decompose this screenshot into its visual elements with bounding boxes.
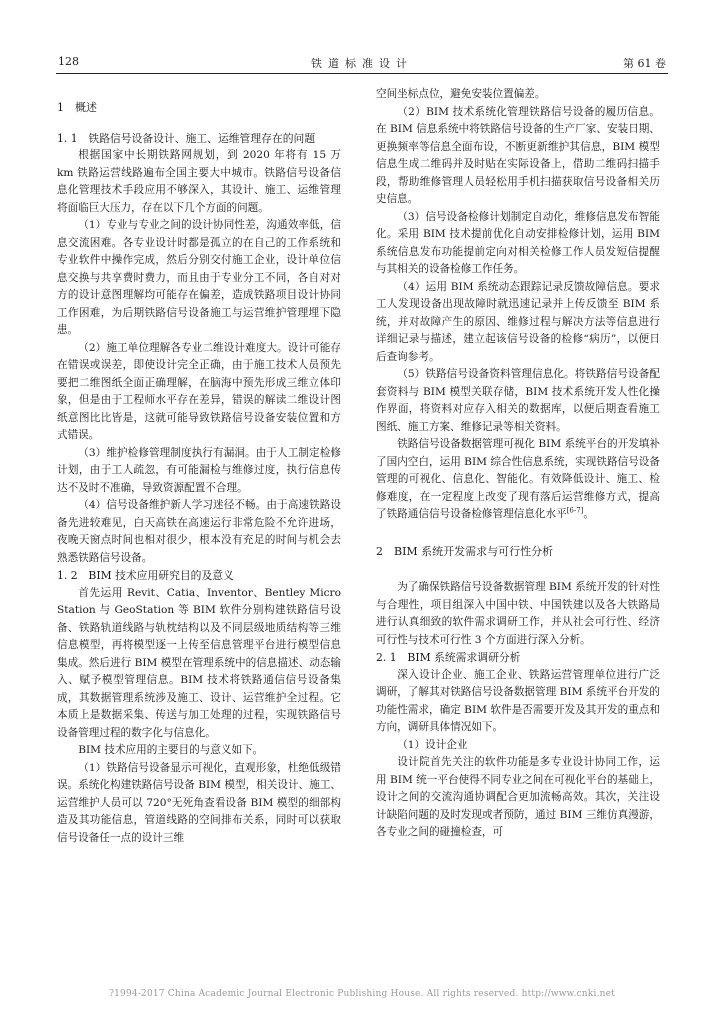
subsection-heading-1-1: 1. 1 铁路信号设备设计、施工、运维管理存在的问题 bbox=[57, 131, 316, 145]
paragraph: 首先运用 Revit、Catia、Inventor、Bentley Micro Station 与 GeoStation 等 BIM 软件分别构建铁路信号设备、铁路轨道线路与轨枕结构以及不同层级地质结构等三维信息模型，再将模型逐一上传至信息管理平台进行模型信息集成。然后进行 BIM 模型在管理系统中的信息描述、动态输入、赋予模型管理信息。BIM 技术将铁路通信信号设备集成，其数据管理系统涉及施工、设计、运营维护全过程。它本质上是数据采集、传送与加工处理的过程，实现铁路信号设备管理过程的数字化与信息化。 bbox=[57, 586, 341, 739]
paragraph: （4）信号设备维护新人学习迷径不畅。由于高速铁路设备先进较难见，白天高铁在高速运行非常危险不允许进场，夜晚天窗点时间也相对很少，根本没有充足的时间与机会去熟悉铁路信号设备。 bbox=[57, 499, 341, 564]
paragraph: 根据国家中长期铁路网规划，到 2020 年将有 15 万 km 铁路运营线路遍布全国主要大中城市。铁路信号设备信息化管理技术手段应用不够深入，其设计、施工、运维管理将面临巨大压力，存在以下几个方面的问题。 bbox=[57, 149, 341, 214]
paragraph: 深入设计企业、施工企业、铁路运营管理单位进行广泛调研，了解其对铁路信号设备数据管理 BIM 系统平台开发的功能性需求，确定 BIM 软件是否需要开发及其开发的重点和方向，调研具体情况如下。 bbox=[376, 668, 660, 733]
page-number: 128 bbox=[58, 55, 79, 68]
section-heading-2: 2 BIM 系统开发需求与可行性分析 bbox=[376, 544, 554, 558]
section-heading-1: 1 概述 bbox=[57, 101, 97, 114]
paragraph: （4）运用 BIM 系统动态跟踪记录反馈故障信息。要求工人发现设备出现故障时就迅速记录并上传反馈至 BIM 系统，并对故障产生的原因、维修过程与解决方法等信息进行详细记录与描述，建立起该信号设备的检修“病历”，以便日后查询参考。 bbox=[376, 280, 660, 363]
copyright-footer: ?1994-2017 China Academic Journal Electronic Publishing House. All rights reserved. http://www.cnki.net bbox=[109, 989, 615, 999]
paragraph: （2）BIM 技术系统化管理铁路信号设备的履历信息。在 BIM 信息系统中将铁路信号设备的生产厂家、安装日期、更换频率等信息全面布设，不断更新维护其信息，BIM 模型信息生成二维码并及时贴在实际设备上，借助二维码扫描手段，帮助维修管理人员轻松用手机扫描获取信号设备相关历史信息。 bbox=[376, 105, 660, 205]
subsection-heading-2-1: 2. 1 BIM 系统需求调研分析 bbox=[376, 651, 521, 664]
paragraph: （3）信号设备检修计划制定自动化，维修信息发布智能化。采用 BIM 技术提前优化自动安排检修计划，运用 BIM 系统信息发布功能提前定向对相关检修工作人员发短信提醒与其相关的设备检修工作任务。 bbox=[376, 210, 660, 275]
paragraph: （2）施工单位理解各专业二维设计难度大。设计可能存在错误或误差，即使设计完全正确，由于施工技术人员预先要把二维图纸全面正确理解，在脑海中预先形成三维立体印象，但是由于工程师水平存在差异，错误的解读二维设计图纸意图比比皆是，这就可能导致铁路信号设备安装位置和方式错误。 bbox=[57, 341, 341, 441]
citation-reference: [6-7] bbox=[566, 506, 584, 515]
paragraph: 设计院首先关注的软件功能是多专业设计协同工作，运用 BIM 统一平台使得不同专业之间在可视化平台的基础上，设计之间的交流沟通协调配合更加流畅高效。其次，关注设计缺陷问题的及时发现或者预防，通过 BIM 三维仿真漫游，各专业之间的碰撞检查，可 bbox=[376, 756, 660, 838]
paragraph: BIM 技术应用的主要目的与意义如下。 bbox=[78, 744, 264, 756]
volume-label: 第 61 卷 bbox=[623, 57, 666, 70]
paragraph: （1）专业与专业之间的设计协同性差，沟通效率低，信息交流困难。各专业设计时都是孤立的在自己的工作系统和专业软件中操作完成，然后分别交付施工企业，设计单位信息交换与共享费时费力，而且由于专业分工不同，各自对对方的设计意图理解均可能存在偏差，造成铁路项目设计协同工作困难，为后期铁路信号设备施工与运营维护管理埋下隐患。 bbox=[57, 219, 341, 336]
paragraph bbox=[376, 436, 660, 524]
left-column bbox=[57, 86, 341, 847]
right-column bbox=[376, 86, 660, 842]
paragraph: （5）铁路信号设备资料管理信息化。将铁路信号设备配套资料与 BIM 模型关联存储，BIM 技术系统开发人性化操作界面，将资料对应存入相关的数据库，以便后期查看施工图纸、施工方案、维修记录等相关资料。 bbox=[376, 368, 660, 433]
paragraph-end: 。 bbox=[583, 508, 595, 520]
paragraph-text: 铁路信号设备数据管理可视化 BIM 系统平台的开发填补了国内空白，运用 BIM 综合性信息系统，实现铁路信号设备管理的可视化、信息化、智能化。有效降低设计、施工、检修难度，在一定程度上改变了现有落后运营维修方式，提高了铁路通信信号设备检修管理信息化水平 bbox=[376, 438, 660, 520]
paragraph: 空间坐标点位，避免安装位置偏差。 bbox=[376, 88, 546, 100]
paragraph: （3）维护检修管理制度执行有漏洞。由于人工制定检修计划，由于工人疏忽，有可能漏检与维修过度，执行信息传达不及时不准确，导致资源配置不合理。 bbox=[57, 446, 341, 494]
running-header bbox=[56, 53, 668, 74]
journal-title: 铁道标准设计 bbox=[311, 57, 413, 70]
paragraph: 为了确保铁路信号设备数据管理 BIM 系统开发的针对性与合理性，项目组深入中国中铁、中国铁建以及各大铁路局进行认真细致的软件需求调研工作，并从社会可行性、经济可行性与技术可行性 3 个方面进行深入分析。 bbox=[376, 581, 660, 646]
paragraph: （1）铁路信号设备显示可视化，直观形象，杜绝低级错误。系统化构建铁路信号设备 BIM 模型，相关设计、施工、运营维护人员可以 720°无死角查看设备 BIM 模型的细部构造及其功能信息，管道线路的空间排布关系，同时可以获取信号设备任一点的设计三维 bbox=[57, 761, 341, 844]
subsection-heading-1-2: 1. 2 BIM 技术应用研究目的及意义 bbox=[57, 569, 234, 582]
paragraph: （1）设计企业 bbox=[397, 738, 468, 751]
